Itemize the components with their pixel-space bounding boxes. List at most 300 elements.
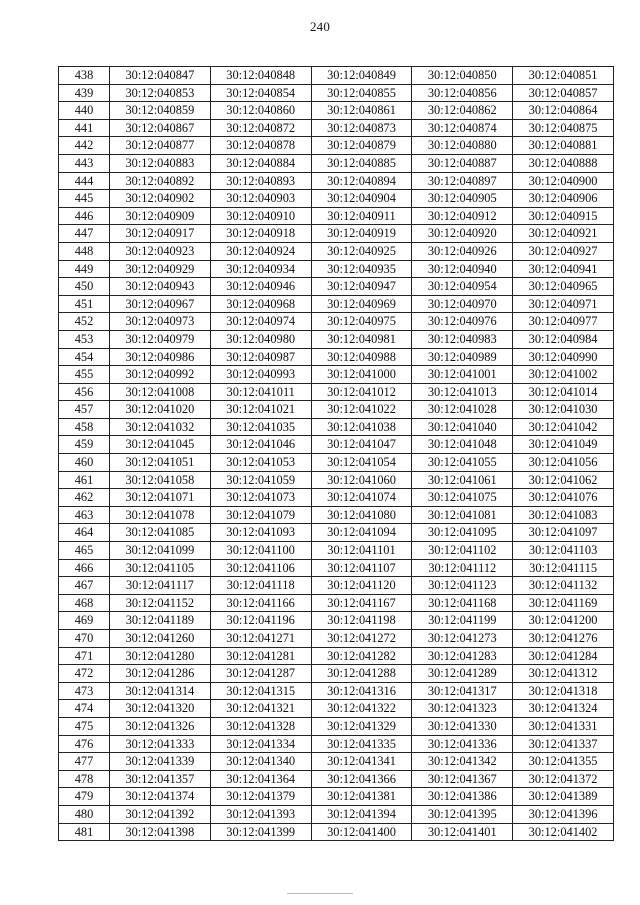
cadastral-number-cell: 30:12:041076 [513, 489, 614, 507]
table-row [59, 278, 614, 296]
cadastral-number-cell: 30:12:040915 [513, 207, 614, 225]
cadastral-number-cell: 30:12:041045 [110, 436, 211, 454]
cadastral-number-cell: 30:12:041166 [210, 594, 311, 612]
cadastral-number-cell: 30:12:040925 [311, 242, 412, 260]
cadastral-number-cell: 30:12:041048 [412, 436, 513, 454]
cadastral-number-cell: 30:12:040929 [110, 260, 211, 278]
cadastral-number-cell: 30:12:040968 [210, 295, 311, 313]
row-number-cell: 440 [59, 102, 110, 120]
cadastral-number-cell: 30:12:040903 [210, 190, 311, 208]
cadastral-number-cell: 30:12:041107 [311, 559, 412, 577]
cadastral-number-cell: 30:12:040857 [513, 84, 614, 102]
cadastral-number-cell: 30:12:041286 [110, 665, 211, 683]
table-row [59, 313, 614, 331]
cadastral-number-cell: 30:12:041000 [311, 366, 412, 384]
cadastral-number-cell: 30:12:041273 [412, 630, 513, 648]
row-number-cell: 470 [59, 630, 110, 648]
cadastral-number-cell: 30:12:041083 [513, 506, 614, 524]
cadastral-number-cell: 30:12:040990 [513, 348, 614, 366]
cadastral-number-cell: 30:12:041060 [311, 471, 412, 489]
cadastral-number-cell: 30:12:040883 [110, 154, 211, 172]
row-number-cell: 442 [59, 137, 110, 155]
cadastral-number-cell: 30:12:041056 [513, 454, 614, 472]
cadastral-number-cell: 30:12:041333 [110, 735, 211, 753]
cadastral-number-cell: 30:12:041329 [311, 717, 412, 735]
cadastral-number-cell: 30:12:040884 [210, 154, 311, 172]
row-number-cell: 458 [59, 418, 110, 436]
cadastral-number-cell: 30:12:041168 [412, 594, 513, 612]
row-number-cell: 441 [59, 119, 110, 137]
cadastral-number-cell: 30:12:040992 [110, 366, 211, 384]
cadastral-number-cell: 30:12:041357 [110, 770, 211, 788]
cadastral-number-cell: 30:12:041012 [311, 383, 412, 401]
cadastral-number-cell: 30:12:041271 [210, 630, 311, 648]
cadastral-number-cell: 30:12:041283 [412, 647, 513, 665]
cadastral-number-cell: 30:12:041316 [311, 682, 412, 700]
cadastral-number-cell: 30:12:041341 [311, 753, 412, 771]
row-number-cell: 480 [59, 805, 110, 823]
cadastral-number-cell: 30:12:041386 [412, 788, 513, 806]
cadastral-number-cell: 30:12:040867 [110, 119, 211, 137]
cadastral-number-cell: 30:12:040893 [210, 172, 311, 190]
cadastral-number-cell: 30:12:040885 [311, 154, 412, 172]
cadastral-number-cell: 30:12:041401 [412, 823, 513, 841]
cadastral-number-cell: 30:12:040861 [311, 102, 412, 120]
table-row [59, 137, 614, 155]
cadastral-number-cell: 30:12:041317 [412, 682, 513, 700]
cadastral-number-cell: 30:12:040935 [311, 260, 412, 278]
cadastral-number-cell: 30:12:041337 [513, 735, 614, 753]
cadastral-number-cell: 30:12:041169 [513, 594, 614, 612]
cadastral-number-cell: 30:12:040909 [110, 207, 211, 225]
cadastral-number-cell: 30:12:041398 [110, 823, 211, 841]
cadastral-number-cell: 30:12:040976 [412, 313, 513, 331]
cadastral-number-cell: 30:12:041054 [311, 454, 412, 472]
cadastral-number-cell: 30:12:041393 [210, 805, 311, 823]
cadastral-number-cell: 30:12:041336 [412, 735, 513, 753]
cadastral-number-cell: 30:12:040848 [210, 67, 311, 85]
cadastral-number-cell: 30:12:040862 [412, 102, 513, 120]
cadastral-number-cell: 30:12:041040 [412, 418, 513, 436]
cadastral-number-cell: 30:12:041099 [110, 542, 211, 560]
cadastral-number-cell: 30:12:041102 [412, 542, 513, 560]
cadastral-number-cell: 30:12:041080 [311, 506, 412, 524]
cadastral-number-cell: 30:12:040864 [513, 102, 614, 120]
cadastral-number-cell: 30:12:041095 [412, 524, 513, 542]
cadastral-number-cell: 30:12:040853 [110, 84, 211, 102]
table-row [59, 242, 614, 260]
row-number-cell: 456 [59, 383, 110, 401]
cadastral-number-cell: 30:12:041276 [513, 630, 614, 648]
cadastral-number-cell: 30:12:041055 [412, 454, 513, 472]
cadastral-number-cell: 30:12:041002 [513, 366, 614, 384]
row-number-cell: 438 [59, 67, 110, 85]
cadastral-number-cell: 30:12:040911 [311, 207, 412, 225]
table-row [59, 594, 614, 612]
cadastral-number-cell: 30:12:041339 [110, 753, 211, 771]
table-row [59, 630, 614, 648]
cadastral-number-cell: 30:12:041364 [210, 770, 311, 788]
table-row [59, 612, 614, 630]
table-row [59, 295, 614, 313]
cadastral-number-cell: 30:12:041106 [210, 559, 311, 577]
cadastral-number-cell: 30:12:041281 [210, 647, 311, 665]
cadastral-number-cell: 30:12:040856 [412, 84, 513, 102]
row-number-cell: 446 [59, 207, 110, 225]
cadastral-number-cell: 30:12:040894 [311, 172, 412, 190]
row-number-cell: 439 [59, 84, 110, 102]
cadastral-number-cell: 30:12:041030 [513, 401, 614, 419]
table-row [59, 260, 614, 278]
table-row [59, 207, 614, 225]
cadastral-number-cell: 30:12:041260 [110, 630, 211, 648]
table-row [59, 647, 614, 665]
cadastral-number-cell: 30:12:041112 [412, 559, 513, 577]
cadastral-number-cell: 30:12:041399 [210, 823, 311, 841]
table-body [59, 67, 614, 841]
cadastral-number-cell: 30:12:041035 [210, 418, 311, 436]
cadastral-number-cell: 30:12:040906 [513, 190, 614, 208]
cadastral-number-cell: 30:12:040854 [210, 84, 311, 102]
row-number-cell: 459 [59, 436, 110, 454]
row-number-cell: 474 [59, 700, 110, 718]
table-row [59, 154, 614, 172]
row-number-cell: 469 [59, 612, 110, 630]
table-row [59, 348, 614, 366]
cadastral-number-cell: 30:12:041103 [513, 542, 614, 560]
row-number-cell: 478 [59, 770, 110, 788]
table-row [59, 700, 614, 718]
cadastral-number-cell: 30:12:040977 [513, 313, 614, 331]
table-row [59, 717, 614, 735]
cadastral-number-cell: 30:12:040905 [412, 190, 513, 208]
cadastral-number-cell: 30:12:040975 [311, 313, 412, 331]
cadastral-number-cell: 30:12:040981 [311, 330, 412, 348]
cadastral-number-cell: 30:12:041167 [311, 594, 412, 612]
cadastral-number-cell: 30:12:040926 [412, 242, 513, 260]
cadastral-number-cell: 30:12:041021 [210, 401, 311, 419]
cadastral-number-cell: 30:12:041318 [513, 682, 614, 700]
cadastral-number-cell: 30:12:041330 [412, 717, 513, 735]
cadastral-number-cell: 30:12:040970 [412, 295, 513, 313]
cadastral-number-cell: 30:12:041314 [110, 682, 211, 700]
cadastral-number-cell: 30:12:040917 [110, 225, 211, 243]
cadastral-number-cell: 30:12:041071 [110, 489, 211, 507]
row-number-cell: 450 [59, 278, 110, 296]
cadastral-number-cell: 30:12:040860 [210, 102, 311, 120]
cadastral-number-cell: 30:12:041287 [210, 665, 311, 683]
table-row [59, 225, 614, 243]
cadastral-number-cell: 30:12:041328 [210, 717, 311, 735]
cadastral-number-cell: 30:12:040877 [110, 137, 211, 155]
row-number-cell: 452 [59, 313, 110, 331]
cadastral-number-cell: 30:12:040979 [110, 330, 211, 348]
cadastral-number-cell: 30:12:040887 [412, 154, 513, 172]
cadastral-number-cell: 30:12:041402 [513, 823, 614, 841]
table-row [59, 330, 614, 348]
table-row [59, 84, 614, 102]
cadastral-number-cell: 30:12:041355 [513, 753, 614, 771]
cadastral-number-cell: 30:12:041288 [311, 665, 412, 683]
cadastral-number-cell: 30:12:041049 [513, 436, 614, 454]
cadastral-number-cell: 30:12:041014 [513, 383, 614, 401]
cadastral-number-cell: 30:12:040989 [412, 348, 513, 366]
cadastral-number-cell: 30:12:040993 [210, 366, 311, 384]
table-row [59, 682, 614, 700]
row-number-cell: 481 [59, 823, 110, 841]
row-number-cell: 479 [59, 788, 110, 806]
table-row [59, 190, 614, 208]
row-number-cell: 462 [59, 489, 110, 507]
row-number-cell: 455 [59, 366, 110, 384]
cadastral-number-cell: 30:12:041400 [311, 823, 412, 841]
cadastral-number-cell: 30:12:040847 [110, 67, 211, 85]
cadastral-number-cell: 30:12:041022 [311, 401, 412, 419]
table-row [59, 383, 614, 401]
cadastral-number-cell: 30:12:040940 [412, 260, 513, 278]
table-row [59, 471, 614, 489]
row-number-cell: 471 [59, 647, 110, 665]
table-row [59, 119, 614, 137]
cadastral-number-cell: 30:12:041320 [110, 700, 211, 718]
cadastral-number-cell: 30:12:041374 [110, 788, 211, 806]
table-row [59, 524, 614, 542]
cadastral-number-cell: 30:12:041062 [513, 471, 614, 489]
table-row [59, 805, 614, 823]
cadastral-number-cell: 30:12:040904 [311, 190, 412, 208]
cadastral-number-cell: 30:12:041312 [513, 665, 614, 683]
cadastral-number-cell: 30:12:040875 [513, 119, 614, 137]
cadastral-number-cell: 30:12:041334 [210, 735, 311, 753]
cadastral-number-cell: 30:12:040855 [311, 84, 412, 102]
cadastral-number-cell: 30:12:041118 [210, 577, 311, 595]
cadastral-number-cell: 30:12:040967 [110, 295, 211, 313]
row-number-cell: 460 [59, 454, 110, 472]
row-number-cell: 461 [59, 471, 110, 489]
row-number-cell: 475 [59, 717, 110, 735]
cadastral-number-cell: 30:12:041280 [110, 647, 211, 665]
table-row [59, 67, 614, 85]
cadastral-number-cell: 30:12:041047 [311, 436, 412, 454]
scan-edge-mark [287, 893, 353, 894]
cadastral-number-cell: 30:12:041379 [210, 788, 311, 806]
cadastral-number-cell: 30:12:041008 [110, 383, 211, 401]
cadastral-number-cell: 30:12:040900 [513, 172, 614, 190]
cadastral-number-cell: 30:12:041117 [110, 577, 211, 595]
cadastral-number-cell: 30:12:041032 [110, 418, 211, 436]
cadastral-number-cell: 30:12:041322 [311, 700, 412, 718]
cadastral-number-cell: 30:12:041392 [110, 805, 211, 823]
table-row [59, 401, 614, 419]
cadastral-number-cell: 30:12:041115 [513, 559, 614, 577]
cadastral-number-cell: 30:12:040888 [513, 154, 614, 172]
cadastral-number-cell: 30:12:041372 [513, 770, 614, 788]
row-number-cell: 467 [59, 577, 110, 595]
cadastral-number-cell: 30:12:040910 [210, 207, 311, 225]
cadastral-number-cell: 30:12:040983 [412, 330, 513, 348]
cadastral-number-cell: 30:12:041058 [110, 471, 211, 489]
table-row [59, 559, 614, 577]
cadastral-number-cell: 30:12:041094 [311, 524, 412, 542]
cadastral-number-cell: 30:12:041061 [412, 471, 513, 489]
cadastral-number-cell: 30:12:041198 [311, 612, 412, 630]
cadastral-number-cell: 30:12:040974 [210, 313, 311, 331]
cadastral-number-cell: 30:12:041100 [210, 542, 311, 560]
cadastral-number-cell: 30:12:041335 [311, 735, 412, 753]
cadastral-number-cell: 30:12:040987 [210, 348, 311, 366]
cadastral-number-cell: 30:12:040874 [412, 119, 513, 137]
cadastral-number-cell: 30:12:041059 [210, 471, 311, 489]
cadastral-number-cell: 30:12:041340 [210, 753, 311, 771]
cadastral-number-cell: 30:12:040988 [311, 348, 412, 366]
page-number: 240 [309, 19, 331, 34]
row-number-cell: 444 [59, 172, 110, 190]
row-number-cell: 468 [59, 594, 110, 612]
cadastral-number-cell: 30:12:041078 [110, 506, 211, 524]
cadastral-number-cell: 30:12:041324 [513, 700, 614, 718]
table-row [59, 489, 614, 507]
cadastral-number-cell: 30:12:041120 [311, 577, 412, 595]
cadastral-number-cell: 30:12:041020 [110, 401, 211, 419]
cadastral-number-cell: 30:12:041331 [513, 717, 614, 735]
cadastral-number-cell: 30:12:041073 [210, 489, 311, 507]
row-number-cell: 464 [59, 524, 110, 542]
cadastral-number-cell: 30:12:041196 [210, 612, 311, 630]
cadastral-number-cell: 30:12:041001 [412, 366, 513, 384]
cadastral-number-cell: 30:12:041272 [311, 630, 412, 648]
cadastral-number-cell: 30:12:040984 [513, 330, 614, 348]
cadastral-number-cell: 30:12:041366 [311, 770, 412, 788]
table-row [59, 172, 614, 190]
cadastral-number-cell: 30:12:041123 [412, 577, 513, 595]
row-number-cell: 476 [59, 735, 110, 753]
cadastral-number-cell: 30:12:040965 [513, 278, 614, 296]
cadastral-number-cell: 30:12:040850 [412, 67, 513, 85]
cadastral-number-cell: 30:12:041199 [412, 612, 513, 630]
cadastral-number-cell: 30:12:040934 [210, 260, 311, 278]
cadastral-number-cell: 30:12:041323 [412, 700, 513, 718]
cadastral-number-cell: 30:12:040921 [513, 225, 614, 243]
cadastral-number-cell: 30:12:040902 [110, 190, 211, 208]
table-row [59, 823, 614, 841]
cadastral-number-cell: 30:12:040980 [210, 330, 311, 348]
row-number-cell: 448 [59, 242, 110, 260]
cadastral-number-cell: 30:12:040879 [311, 137, 412, 155]
table-row [59, 788, 614, 806]
cadastral-number-cell: 30:12:040969 [311, 295, 412, 313]
cadastral-number-cell: 30:12:040919 [311, 225, 412, 243]
cadastral-number-cell: 30:12:041051 [110, 454, 211, 472]
cadastral-number-cell: 30:12:041321 [210, 700, 311, 718]
row-number-cell: 449 [59, 260, 110, 278]
table-row [59, 418, 614, 436]
cadastral-number-cell: 30:12:041396 [513, 805, 614, 823]
cadastral-number-cell: 30:12:041053 [210, 454, 311, 472]
cadastral-number-cell: 30:12:040924 [210, 242, 311, 260]
cadastral-number-cell: 30:12:041381 [311, 788, 412, 806]
cadastral-number-cell: 30:12:040927 [513, 242, 614, 260]
cadastral-number-cell: 30:12:040878 [210, 137, 311, 155]
cadastral-number-cell: 30:12:040872 [210, 119, 311, 137]
cadastral-number-cell: 30:12:041200 [513, 612, 614, 630]
cadastral-number-cell: 30:12:041394 [311, 805, 412, 823]
cadastral-number-cell: 30:12:040986 [110, 348, 211, 366]
table-row [59, 665, 614, 683]
table-row [59, 454, 614, 472]
row-number-cell: 445 [59, 190, 110, 208]
table-row [59, 436, 614, 454]
cadastral-number-cell: 30:12:041189 [110, 612, 211, 630]
cadastral-number-cell: 30:12:041315 [210, 682, 311, 700]
cadastral-number-cell: 30:12:041289 [412, 665, 513, 683]
cadastral-number-cell: 30:12:040851 [513, 67, 614, 85]
cadastral-number-cell: 30:12:040892 [110, 172, 211, 190]
cadastral-number-cell: 30:12:041326 [110, 717, 211, 735]
row-number-cell: 472 [59, 665, 110, 683]
row-number-cell: 465 [59, 542, 110, 560]
row-number-cell: 453 [59, 330, 110, 348]
cadastral-numbers-table [58, 66, 614, 841]
cadastral-number-cell: 30:12:041389 [513, 788, 614, 806]
cadastral-number-cell: 30:12:041093 [210, 524, 311, 542]
row-number-cell: 447 [59, 225, 110, 243]
row-number-cell: 463 [59, 506, 110, 524]
cadastral-number-cell: 30:12:040873 [311, 119, 412, 137]
cadastral-number-cell: 30:12:041028 [412, 401, 513, 419]
row-number-cell: 443 [59, 154, 110, 172]
row-number-cell: 454 [59, 348, 110, 366]
cadastral-number-cell: 30:12:040971 [513, 295, 614, 313]
cadastral-number-cell: 30:12:041074 [311, 489, 412, 507]
cadastral-number-cell: 30:12:041132 [513, 577, 614, 595]
cadastral-number-cell: 30:12:040973 [110, 313, 211, 331]
row-number-cell: 457 [59, 401, 110, 419]
cadastral-number-cell: 30:12:041085 [110, 524, 211, 542]
cadastral-number-cell: 30:12:041342 [412, 753, 513, 771]
row-number-cell: 473 [59, 682, 110, 700]
cadastral-number-cell: 30:12:041042 [513, 418, 614, 436]
cadastral-number-cell: 30:12:041046 [210, 436, 311, 454]
row-number-cell: 477 [59, 753, 110, 771]
cadastral-number-cell: 30:12:040918 [210, 225, 311, 243]
cadastral-number-cell: 30:12:040849 [311, 67, 412, 85]
cadastral-number-cell: 30:12:041282 [311, 647, 412, 665]
cadastral-number-cell: 30:12:041097 [513, 524, 614, 542]
row-number-cell: 466 [59, 559, 110, 577]
cadastral-number-cell: 30:12:040912 [412, 207, 513, 225]
cadastral-number-cell: 30:12:040859 [110, 102, 211, 120]
cadastral-number-cell: 30:12:041152 [110, 594, 211, 612]
cadastral-number-cell: 30:12:040943 [110, 278, 211, 296]
cadastral-number-cell: 30:12:040946 [210, 278, 311, 296]
cadastral-number-cell: 30:12:040954 [412, 278, 513, 296]
cadastral-number-cell: 30:12:041038 [311, 418, 412, 436]
cadastral-number-cell: 30:12:040941 [513, 260, 614, 278]
cadastral-number-cell: 30:12:040947 [311, 278, 412, 296]
cadastral-number-cell: 30:12:041105 [110, 559, 211, 577]
table-row [59, 506, 614, 524]
cadastral-number-cell: 30:12:040880 [412, 137, 513, 155]
cadastral-number-cell: 30:12:040920 [412, 225, 513, 243]
cadastral-number-cell: 30:12:040897 [412, 172, 513, 190]
cadastral-number-cell: 30:12:041101 [311, 542, 412, 560]
table-row [59, 542, 614, 560]
table-row [59, 577, 614, 595]
cadastral-number-cell: 30:12:041013 [412, 383, 513, 401]
table-row [59, 753, 614, 771]
cadastral-number-cell: 30:12:041395 [412, 805, 513, 823]
cadastral-number-cell: 30:12:041284 [513, 647, 614, 665]
